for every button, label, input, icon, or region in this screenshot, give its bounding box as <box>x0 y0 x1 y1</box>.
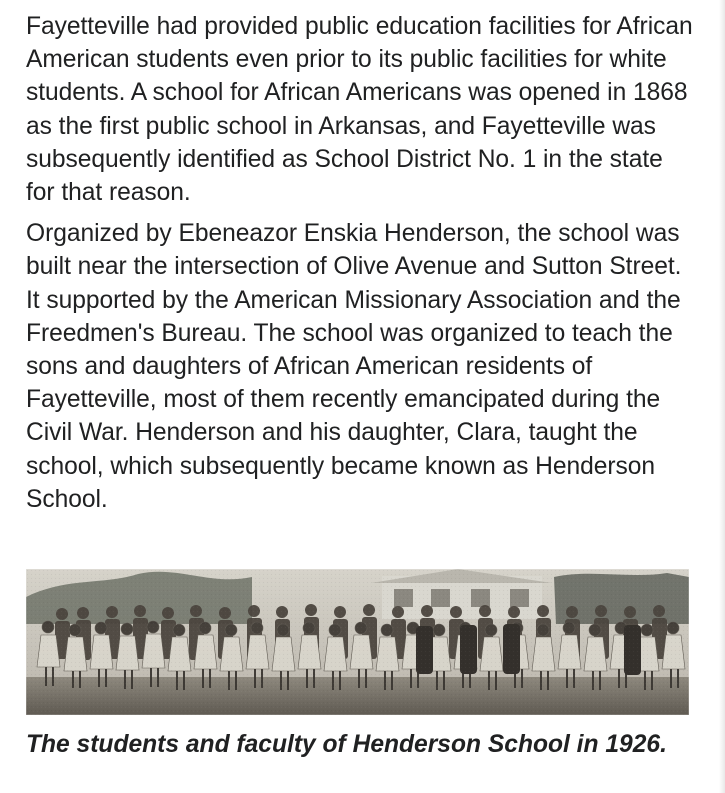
school-photo-illustration <box>26 569 689 715</box>
paragraph-education-history: Fayetteville had provided public education facilities for African American students even prior to its public facilities for white students. A school for African Americans was opened in 1868 as the first public school in Arkansas, and Fayetteville was subsequently identified as School District No. 1 in the state for that reason. <box>26 13 693 207</box>
school-group-photo <box>26 569 689 715</box>
photo-caption: The students and faculty of Henderson School in 1926. <box>26 731 667 758</box>
paragraph-henderson-school: Organized by Ebeneazor Enskia Henderson, the school was built near the intersection of Olive Avenue and Sutton Street. It supported by the American Missionary Association and the Freedmen's Bureau. The school was organized to teach the sons and daughters of African American residents of Fayetteville, most of them recently emancipated during the Civil War. Henderson and his daughter, Clara, taught the school, which subsequently became known as Henderson School. <box>26 220 682 513</box>
page-edge-shadow <box>719 0 725 793</box>
article-body <box>26 10 698 524</box>
